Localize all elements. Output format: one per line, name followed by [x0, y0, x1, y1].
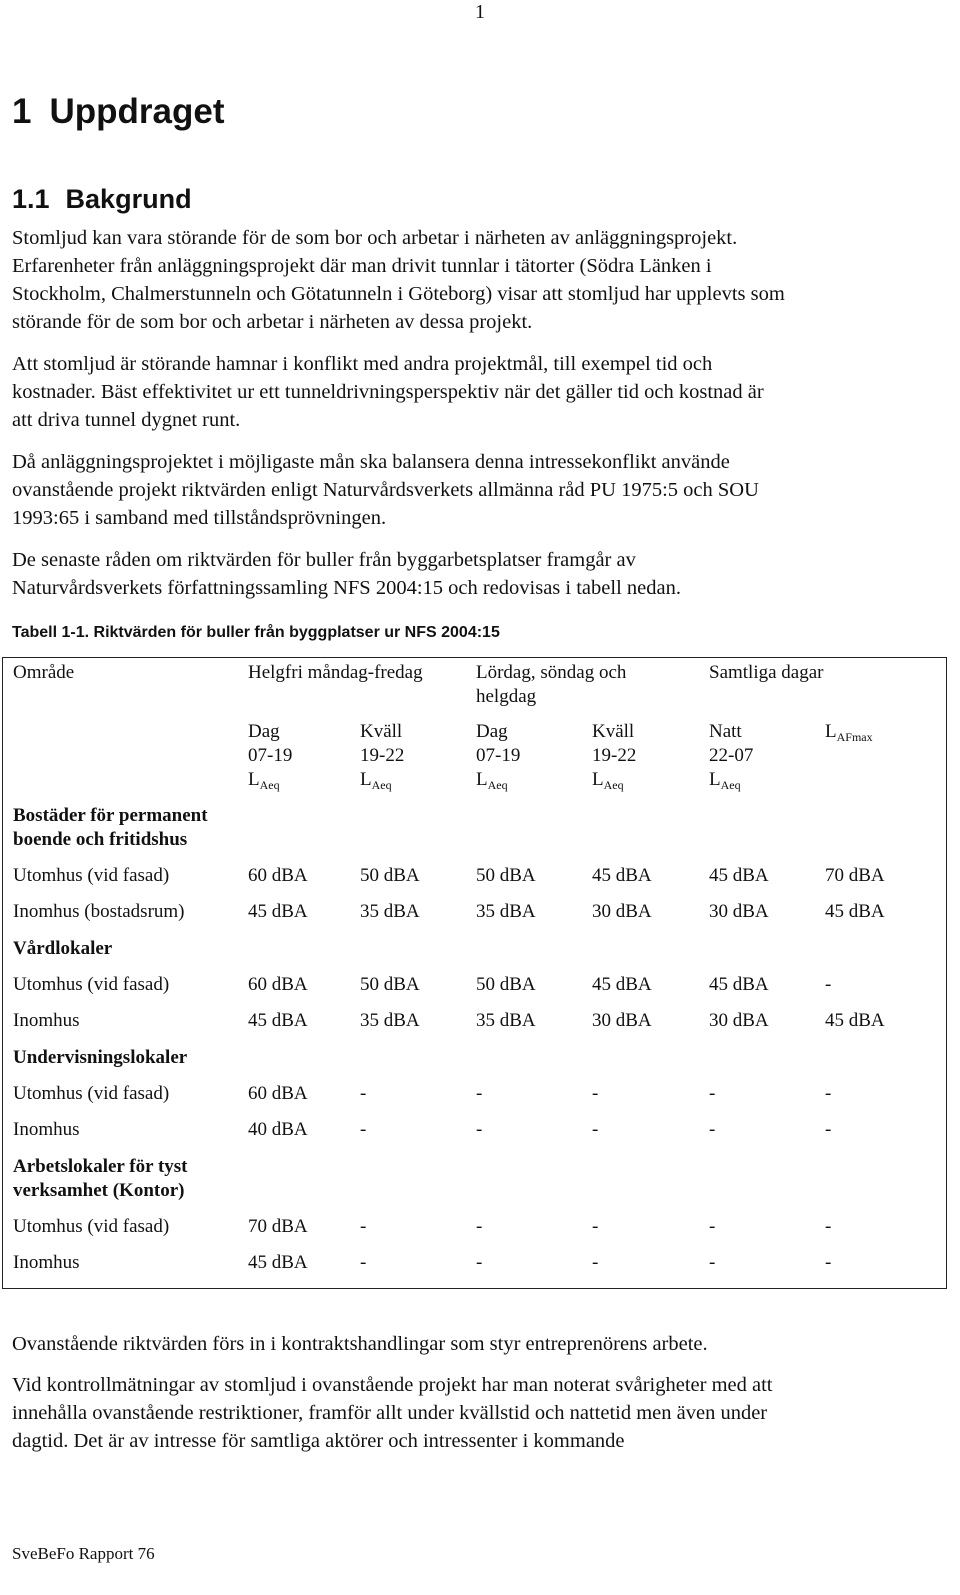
- text-line: Stomljud kan vara störande för de som bor och arbetar i närheten av anläggningsprojekt.: [12, 227, 738, 249]
- value-cell: -: [709, 1119, 716, 1140]
- header-weekend-line: Lördag, söndag och: [476, 662, 627, 683]
- section-title-residential: Bostäder för permanent boende och fritidshus: [13, 805, 208, 850]
- value-cell: 30 dBA: [592, 901, 652, 922]
- value-cell: 35 dBA: [360, 901, 420, 922]
- value-cell: -: [709, 1216, 716, 1237]
- value-cell: 60 dBA: [248, 1083, 308, 1104]
- value-cell: -: [825, 1083, 832, 1104]
- paragraph-measurements: [12, 1371, 952, 1455]
- text-line: 1993:65 i samband med tillståndsprövningen.: [12, 507, 387, 529]
- row-label: Inomhus: [13, 1010, 80, 1031]
- text-line: att driva tunnel dygnet runt.: [12, 409, 241, 431]
- text-line: Då anläggningsprojektet i möjligaste mån ska balansera denna intressekonflikt använde: [12, 451, 730, 473]
- chapter-number: 1: [12, 92, 32, 131]
- value-cell: 30 dBA: [709, 1010, 769, 1031]
- row-label: Inomhus: [13, 1119, 80, 1140]
- value-cell: 60 dBA: [248, 865, 308, 886]
- value-cell: -: [476, 1119, 483, 1140]
- value-cell: 70 dBA: [248, 1216, 308, 1237]
- value-cell: -: [592, 1119, 599, 1140]
- subheader-hours: 07-19: [248, 745, 293, 766]
- value-cell: -: [825, 1216, 832, 1237]
- value-cell: 45 dBA: [248, 1252, 308, 1273]
- value-cell: 45 dBA: [592, 974, 652, 995]
- value-cell: 50 dBA: [476, 865, 536, 886]
- value-cell: -: [360, 1252, 367, 1273]
- row-label: Utomhus (vid fasad): [13, 865, 170, 886]
- subheader-weekend-evening: [592, 720, 636, 793]
- value-cell: 60 dBA: [248, 974, 308, 995]
- subheader-period: Kväll: [360, 721, 403, 742]
- row-label: Utomhus (vid fasad): [13, 1083, 170, 1104]
- text-line: Vid kontrollmätningar av stomljud i ovanstående projekt har man noterat svårigheter med att: [12, 1374, 773, 1396]
- value-cell: -: [360, 1083, 367, 1104]
- value-cell: -: [592, 1252, 599, 1273]
- header-weekend-line: helgdag: [476, 686, 537, 707]
- subheader-unit: $L_{Aeq}$: [709, 769, 741, 792]
- paragraph-background: [12, 224, 952, 336]
- noise-limits-table: [2, 657, 947, 1289]
- section-title: Bakgrund: [65, 184, 192, 214]
- report-footer: SveBeFo Rapport 76: [12, 1544, 155, 1563]
- value-cell: -: [360, 1119, 367, 1140]
- subheader-period: Kväll: [592, 721, 635, 742]
- value-cell: -: [709, 1083, 716, 1104]
- chapter-title: Uppdraget: [49, 92, 225, 131]
- header-weekend: [476, 661, 626, 709]
- subheader-weekend-day: [476, 720, 520, 793]
- paragraph-conflict: [12, 350, 952, 434]
- header-area: Område: [13, 662, 75, 683]
- subheader-unit: $L_{Aeq}$: [248, 769, 280, 792]
- section-heading: [12, 182, 192, 216]
- value-cell: 50 dBA: [476, 974, 536, 995]
- section-number: 1.1: [12, 184, 50, 214]
- row-label: Inomhus (bostadsrum): [13, 901, 185, 922]
- text-line: ovanstående projekt riktvärden enligt Naturvårdsverkets allmänna råd PU 1975:5 och SOU: [12, 479, 759, 501]
- subheader-period: Dag: [476, 721, 508, 742]
- text-line: störande för de som bor och arbetar i närheten av dessa projekt.: [12, 311, 533, 333]
- value-cell: -: [825, 1252, 832, 1273]
- value-cell: 30 dBA: [592, 1010, 652, 1031]
- text-line: Ovanstående riktvärden förs in i kontraktshandlingar som styr entreprenörens arbete.: [12, 1333, 708, 1355]
- section-title-education: Undervisningslokaler: [13, 1047, 188, 1068]
- page-number: 1: [475, 1, 485, 23]
- text-line: Erfarenheter från anläggningsprojekt där man drivit tunnlar i tätorter (Södra Länken i: [12, 255, 712, 277]
- paragraph-contracts: [12, 1330, 952, 1358]
- subheader-hours: 07-19: [476, 745, 521, 766]
- paragraph-guidelines: [12, 448, 952, 532]
- value-cell: 45 dBA: [592, 865, 652, 886]
- paragraph-latest-advice: [12, 546, 952, 602]
- subheader-period: Dag: [248, 721, 280, 742]
- value-cell: 45 dBA: [248, 1010, 308, 1031]
- subheader-unit: $L_{Aeq}$: [360, 769, 392, 792]
- row-label: Utomhus (vid fasad): [13, 1216, 170, 1237]
- subheader-max-level: $L_{AFmax}$: [825, 721, 873, 744]
- value-cell: -: [709, 1252, 716, 1273]
- subheader-weekday-evening: [360, 720, 404, 793]
- header-all-days: Samtliga dagar: [709, 662, 824, 683]
- value-cell: 45 dBA: [825, 1010, 885, 1031]
- text-line: Stockholm, Chalmerstunneln och Götatunneln i Göteborg) visar att stomljud har upplevts som: [12, 283, 785, 305]
- value-cell: 50 dBA: [360, 865, 420, 886]
- value-cell: 45 dBA: [709, 974, 769, 995]
- text-line: dagtid. Det är av intresse för samtliga aktörer och intressenter i kommande: [12, 1430, 625, 1452]
- value-cell: -: [592, 1083, 599, 1104]
- row-label: Inomhus: [13, 1252, 80, 1273]
- subheader-unit: $L_{Aeq}$: [592, 769, 624, 792]
- subheader-hours: 22-07: [709, 745, 754, 766]
- subheader-unit: $L_{Aeq}$: [476, 769, 508, 792]
- text-line: De senaste råden om riktvärden för buller från byggarbetsplatser framgår av: [12, 549, 636, 571]
- text-line: kostnader. Bäst effektivitet ur ett tunneldrivningsperspektiv när det gäller tid och kostnad är: [12, 381, 764, 403]
- row-label: Utomhus (vid fasad): [13, 974, 170, 995]
- value-cell: 35 dBA: [476, 901, 536, 922]
- value-cell: 35 dBA: [476, 1010, 536, 1031]
- table-caption: Tabell 1-1. Riktvärden för buller från byggplatser ur NFS 2004:15: [12, 624, 500, 641]
- subheader-period: Natt: [709, 721, 742, 742]
- value-cell: 35 dBA: [360, 1010, 420, 1031]
- value-cell: 50 dBA: [360, 974, 420, 995]
- subheader-weekday-day: [248, 720, 292, 793]
- section-title-office: Arbetslokaler för tyst verksamhet (Kontor): [13, 1156, 188, 1201]
- chapter-heading: [12, 90, 224, 134]
- value-cell: -: [592, 1216, 599, 1237]
- value-cell: 30 dBA: [709, 901, 769, 922]
- value-cell: -: [825, 974, 832, 995]
- value-cell: -: [476, 1216, 483, 1237]
- subheader-hours: 19-22: [592, 745, 637, 766]
- header-weekday: Helgfri måndag-fredag: [248, 662, 423, 683]
- value-cell: -: [825, 1119, 832, 1140]
- value-cell: -: [476, 1083, 483, 1104]
- value-cell: -: [476, 1252, 483, 1273]
- subheader-hours: 19-22: [360, 745, 405, 766]
- text-line: Naturvårdsverkets författningssamling NFS 2004:15 och redovisas i tabell nedan.: [12, 577, 681, 599]
- value-cell: 45 dBA: [825, 901, 885, 922]
- subheader-night: [709, 720, 753, 793]
- text-line: innehålla ovanstående restriktioner, framför allt under kvällstid och nattetid men även under: [12, 1402, 768, 1424]
- value-cell: 45 dBA: [709, 865, 769, 886]
- value-cell: 45 dBA: [248, 901, 308, 922]
- section-title-care: Vårdlokaler: [13, 938, 113, 959]
- value-cell: 70 dBA: [825, 865, 885, 886]
- text-line: Att stomljud är störande hamnar i konflikt med andra projektmål, till exempel tid och: [12, 353, 713, 375]
- value-cell: 40 dBA: [248, 1119, 308, 1140]
- value-cell: -: [360, 1216, 367, 1237]
